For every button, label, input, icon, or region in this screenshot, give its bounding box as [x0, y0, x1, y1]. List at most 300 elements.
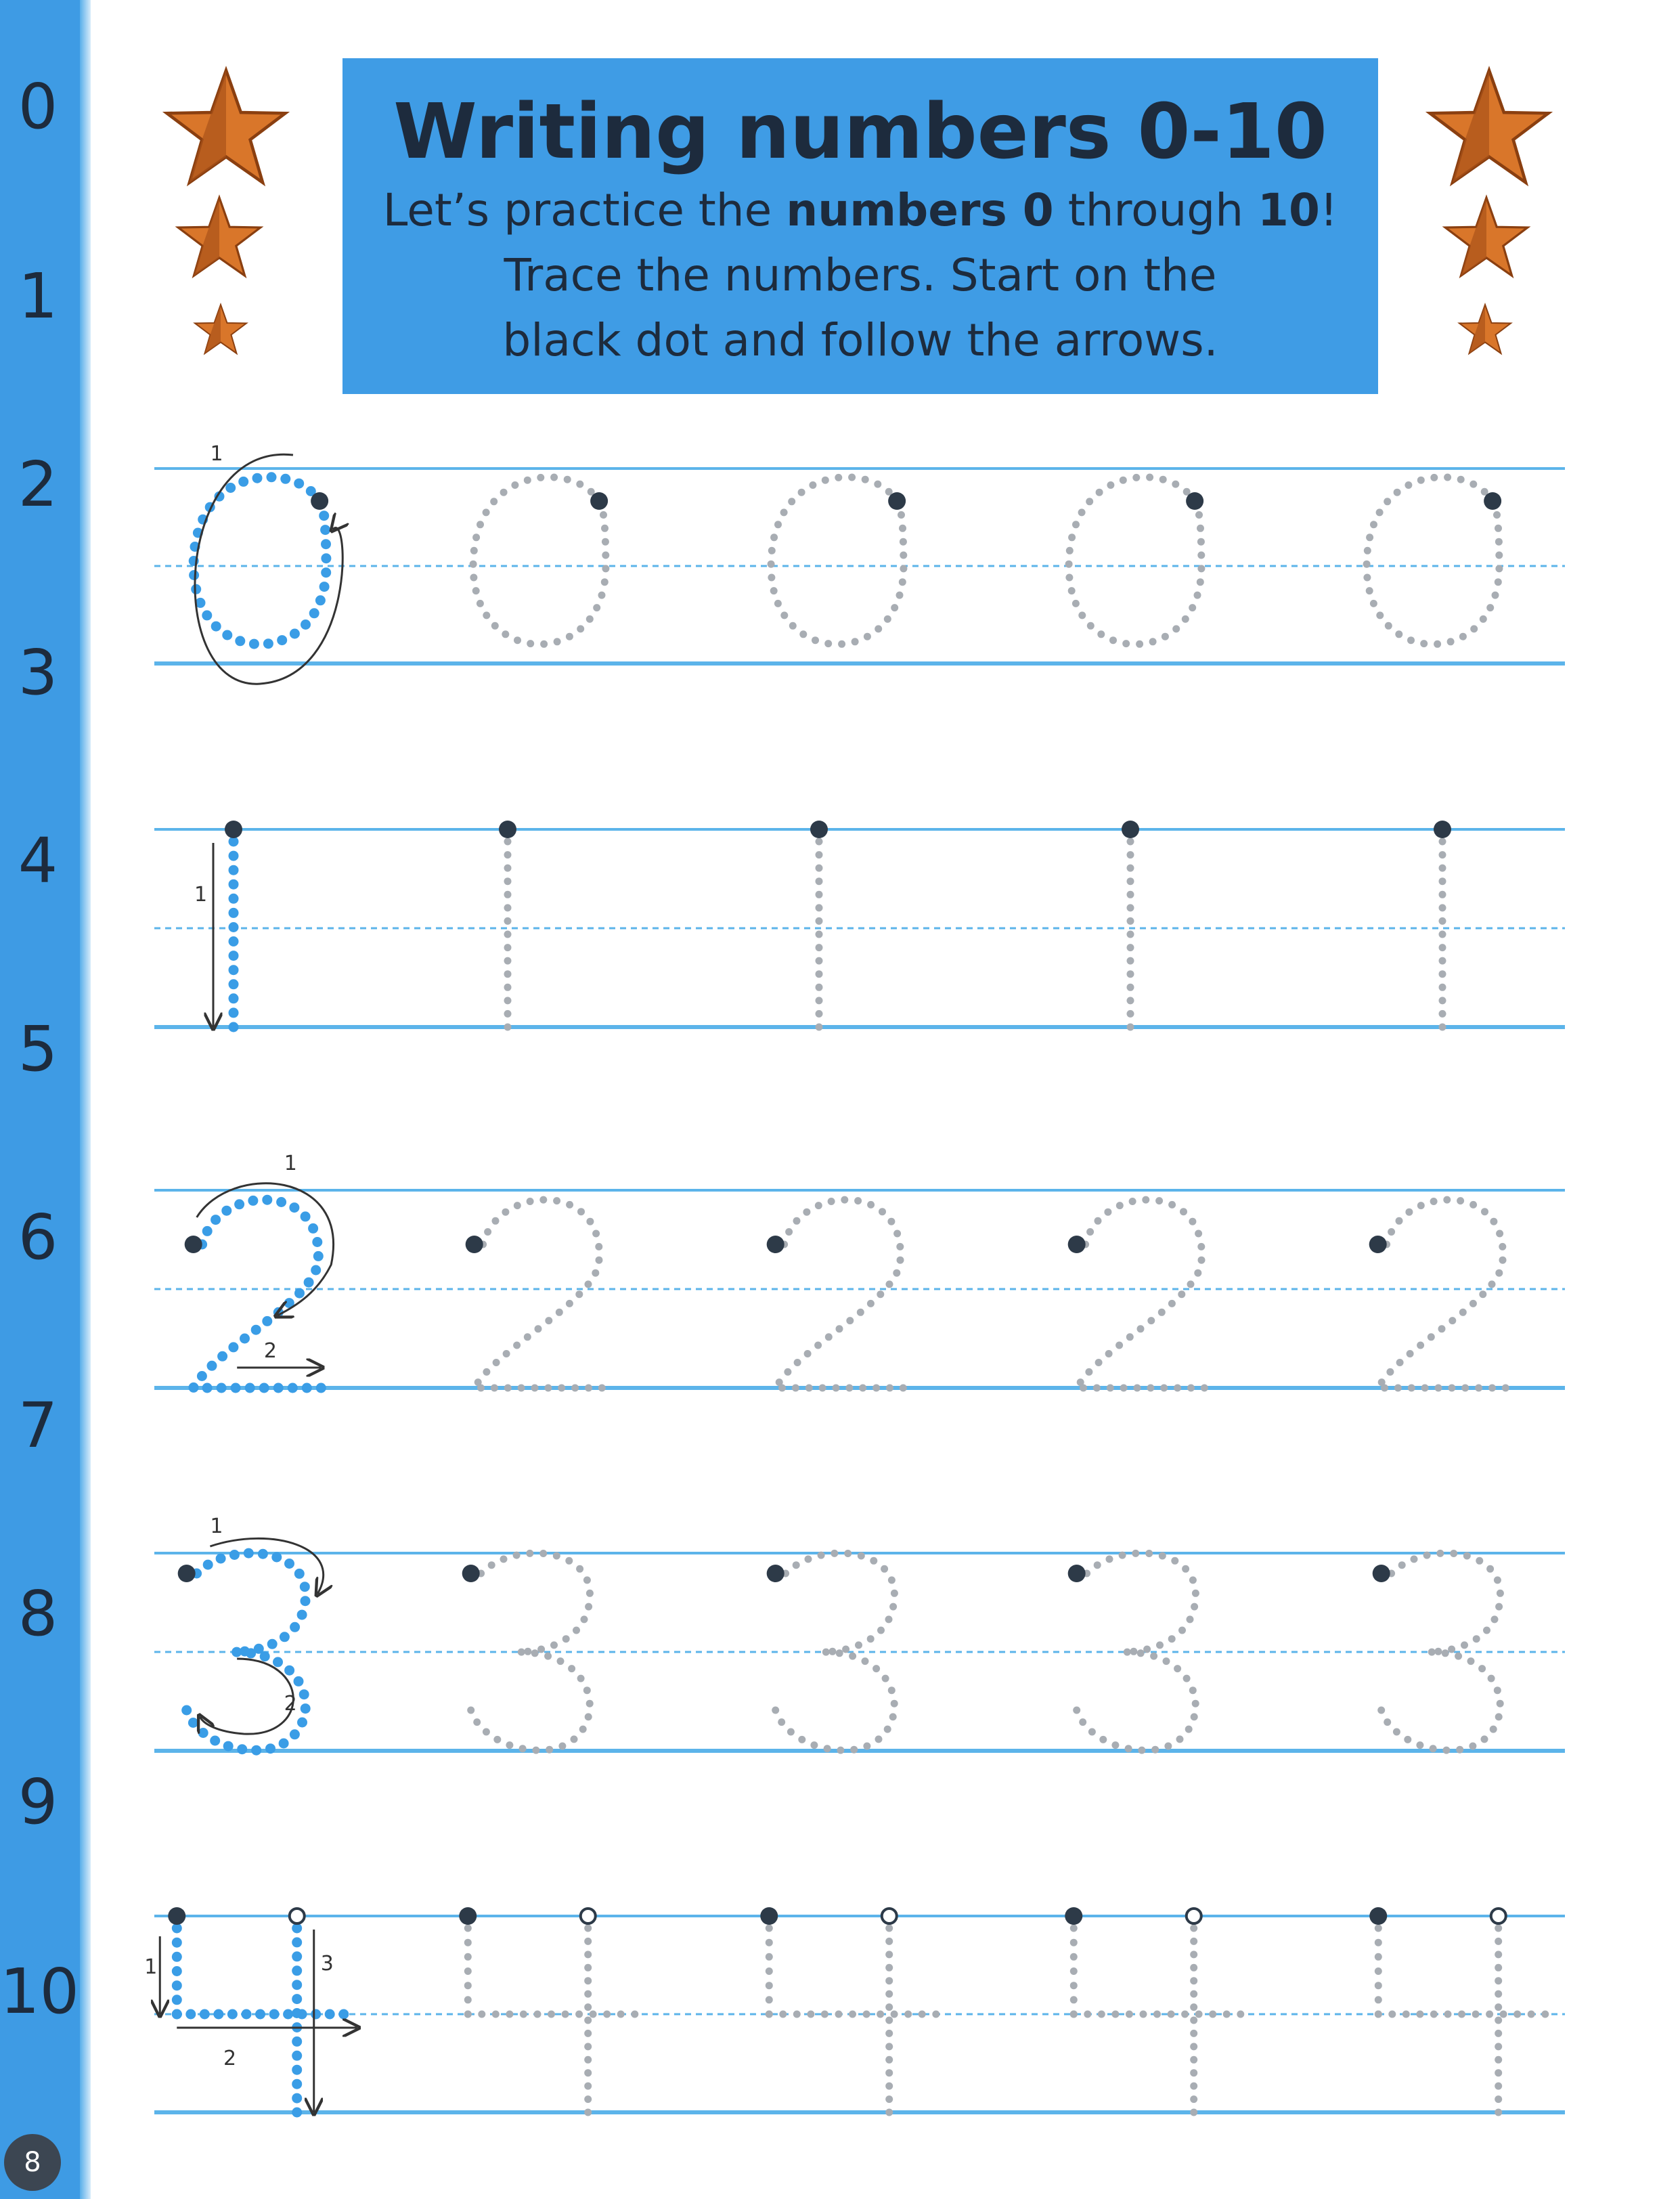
- trace-digit-dot: [493, 1736, 501, 1743]
- trace-digit-dot: [1447, 638, 1455, 645]
- trace-digit-dot: [504, 877, 512, 885]
- trace-digit-dot: [564, 476, 571, 483]
- trace-digit-dot: [822, 477, 829, 484]
- trace-digit-dot: [1164, 1743, 1172, 1750]
- model-digit-dot: [244, 1548, 254, 1559]
- instruction-line-3: black dot and follow the arrows.: [502, 314, 1218, 366]
- model-digit-dot: [229, 1022, 239, 1032]
- trace-digit-dot: [1411, 1555, 1418, 1563]
- model-digit-dot: [297, 1610, 307, 1620]
- trace-digit-dot: [1070, 1953, 1078, 1961]
- trace-digit-dot: [816, 997, 823, 1004]
- trace-digit-dot: [1495, 1925, 1502, 1932]
- trace-digit-dot: [819, 1385, 826, 1392]
- trace-digit-dot: [504, 931, 512, 938]
- trace-digit-dot: [1178, 1627, 1186, 1634]
- trace-digit-dot: [1364, 547, 1371, 554]
- trace-digit-dot: [1132, 1550, 1139, 1557]
- trace-digit-dot: [1066, 547, 1074, 554]
- trace-digit-dot: [1366, 534, 1373, 541]
- trace-digit-dot: [885, 2003, 893, 2011]
- model-digit-dot: [172, 1995, 182, 2005]
- trace-digit-dot: [885, 1990, 893, 1998]
- trace-digit-dot: [1457, 476, 1465, 483]
- trace-digit-dot: [519, 1745, 527, 1752]
- trace-digit-dot: [815, 1202, 822, 1209]
- trace-digit-dot: [1495, 552, 1503, 559]
- model-digit-dot: [292, 2093, 302, 2104]
- trace-digit-dot: [1469, 1743, 1476, 1750]
- trace-digit-dot: [854, 1197, 862, 1204]
- trace-digit-dot: [590, 2011, 597, 2018]
- trace-digit-dot: [803, 1209, 810, 1216]
- trace-digit-dot: [566, 1300, 573, 1307]
- trace-digit-dot: [1473, 1635, 1480, 1642]
- trace-digit-dot: [799, 630, 807, 638]
- trace-digit-dot: [1388, 2011, 1396, 2018]
- trace-digit-dot: [584, 1990, 592, 1998]
- trace-digit-dot: [1189, 1576, 1197, 1584]
- trace-digit-dot: [1126, 2011, 1133, 2018]
- trace-digit-dot: [891, 604, 898, 611]
- trace-digit-dot: [500, 1555, 508, 1563]
- trace-digit-dot: [1190, 1925, 1197, 1932]
- trace-digit-dot: [544, 1653, 552, 1660]
- trace-digit-dot: [464, 1982, 472, 1989]
- trace-digit-dot: [1099, 1736, 1107, 1743]
- trace-digit-dot: [1070, 1925, 1078, 1932]
- trace-digit-dot: [467, 1707, 474, 1714]
- trace-digit-dot: [1495, 2003, 1502, 2011]
- trace-digit-dot: [598, 592, 606, 599]
- trace-digit-dot: [581, 1615, 588, 1623]
- trace-digit-dot: [1439, 1010, 1446, 1018]
- model-digit-dot: [222, 630, 232, 640]
- trace-digit-dot: [524, 1333, 531, 1341]
- model-digit-dot: [319, 582, 330, 592]
- trace-digit-dot: [864, 633, 871, 640]
- trace-digit-dot: [493, 1359, 500, 1366]
- trace-digit-dot: [780, 508, 788, 516]
- trace-digit-dot: [816, 838, 823, 846]
- trace-digit-dot: [885, 2109, 893, 2116]
- trace-digit-dot: [532, 1747, 539, 1754]
- model-digit-dot: [294, 1288, 305, 1299]
- trace-digit-dot: [919, 2011, 926, 2018]
- trace-digit-dot: [1481, 1208, 1488, 1215]
- trace-digit-dot: [885, 2030, 893, 2037]
- trace-digit-dot: [768, 561, 775, 568]
- trace-digit-dot: [904, 2011, 912, 2018]
- trace-digit-dot: [1376, 611, 1384, 619]
- start-dot: [1186, 492, 1203, 510]
- trace-digit-dot: [1140, 2011, 1147, 2018]
- trace-digit-dot: [539, 1550, 547, 1557]
- start-dot: [459, 1907, 477, 1925]
- trace-digit-dot: [1107, 481, 1114, 489]
- trace-digit-dot: [584, 2043, 592, 2050]
- trace-digit-dot: [1434, 1648, 1442, 1655]
- trace-digit-dot: [900, 1385, 907, 1392]
- trace-digit-dot: [888, 1686, 896, 1694]
- model-digit-dot: [229, 965, 239, 975]
- model-digit-dot: [245, 1383, 255, 1393]
- trace-digit-dot: [824, 640, 832, 647]
- trace-digit-dot: [818, 1552, 825, 1559]
- trace-digit-dot: [1127, 957, 1134, 965]
- trace-digit-dot: [852, 638, 859, 645]
- trace-digit-dot: [483, 508, 490, 516]
- direction-arrow: [200, 1659, 294, 1734]
- model-digit-dot: [251, 1745, 261, 1756]
- trace-digit-dot: [1496, 1230, 1503, 1238]
- trace-digit-dot: [1185, 1726, 1193, 1733]
- trace-digit-dot: [886, 1280, 893, 1288]
- trace-digit-dot: [831, 1550, 838, 1557]
- trace-digit-dot: [900, 552, 907, 559]
- trace-digit-dot: [506, 2011, 513, 2018]
- trace-digit-dot: [586, 1700, 594, 1707]
- trace-digit-dot: [1116, 1202, 1124, 1209]
- trace-digit-dot: [617, 2011, 625, 2018]
- start-dot: [590, 492, 608, 510]
- model-digit-dot: [292, 1980, 302, 1990]
- model-digit-dot: [312, 1237, 322, 1247]
- trace-digit-dot: [1078, 508, 1086, 516]
- trace-digit-dot: [1183, 1675, 1191, 1682]
- model-digit-dot: [172, 1966, 182, 1976]
- trace-digit-dot: [1434, 640, 1441, 648]
- trace-digit-dot: [1093, 1385, 1101, 1392]
- trace-digit-dot: [1491, 1615, 1499, 1623]
- trace-digit-dot: [1375, 1925, 1382, 1932]
- trace-digit-dot: [584, 1964, 592, 1972]
- trace-digit-dot: [1223, 2011, 1231, 2018]
- trace-digit-dot: [1417, 477, 1425, 484]
- trace-digit-dot: [793, 1217, 801, 1225]
- trace-digit-dot: [844, 1550, 852, 1557]
- trace-digit-dot: [855, 1641, 862, 1649]
- trace-digit-dot: [1190, 1977, 1197, 1984]
- trace-digit-dot: [1495, 578, 1502, 586]
- model-digit-dot: [229, 865, 239, 875]
- trace-digit-dot: [584, 2109, 592, 2116]
- trace-digit-dot: [557, 1657, 565, 1665]
- model-digit-dot: [290, 1622, 300, 1632]
- trace-digit-dot: [568, 1665, 575, 1672]
- model-digit-dot: [188, 1718, 198, 1728]
- trace-digit-dot: [778, 1385, 786, 1392]
- trace-digit-dot: [550, 1641, 558, 1649]
- model-digit-dot: [231, 1647, 242, 1657]
- trace-digit-dot: [1495, 565, 1503, 572]
- trace-digit-dot: [1439, 944, 1446, 951]
- trace-digit-dot: [562, 2011, 569, 2018]
- model-digit-dot: [283, 2009, 293, 2020]
- trace-digit-dot: [1109, 636, 1117, 644]
- trace-digit-dot: [885, 2095, 893, 2103]
- trace-digit-dot: [1094, 1561, 1101, 1569]
- model-digit-dot: [297, 1718, 307, 1728]
- trace-digit-dot: [1541, 2011, 1549, 2018]
- model-digit-dot: [251, 1325, 261, 1335]
- trace-digit-dot: [504, 944, 512, 951]
- model-digit-dot: [280, 474, 290, 484]
- trace-digit-dot: [1065, 561, 1073, 568]
- trace-digit-dot: [526, 1550, 533, 1557]
- trace-digit-dot: [585, 1385, 592, 1392]
- trace-digit-dot: [875, 625, 882, 632]
- trace-digit-dot: [583, 1686, 591, 1694]
- start-dot: [466, 1236, 483, 1253]
- model-digit-dot: [172, 1938, 182, 1948]
- sidebar-number: 3: [18, 636, 58, 709]
- trace-digit-dot: [1494, 1686, 1501, 1694]
- trace-digit-dot: [1398, 1561, 1406, 1569]
- trace-digit-dot: [524, 1648, 531, 1655]
- model-digit-dot: [259, 1383, 269, 1393]
- model-digit-dot: [262, 1195, 272, 1205]
- trace-digit-dot: [794, 1359, 801, 1366]
- trace-digit-dot: [492, 2011, 500, 2018]
- trace-digit-dot: [558, 1743, 566, 1750]
- trace-digit-dot: [1439, 891, 1446, 898]
- trace-digit-dot: [770, 587, 778, 594]
- trace-digit-dot: [1469, 1201, 1477, 1209]
- model-digit-dot: [267, 472, 277, 482]
- trace-digit-dot: [885, 2043, 893, 2050]
- trace-digit-dot: [592, 1230, 600, 1238]
- trace-digit-dot: [845, 1385, 853, 1392]
- trace-digit-dot: [1439, 1024, 1446, 1031]
- model-digit-dot: [242, 2009, 252, 2020]
- trace-digit-dot: [470, 574, 477, 582]
- model-digit-dot: [189, 1382, 199, 1393]
- trace-digit-dot: [1486, 2011, 1493, 2018]
- trace-digit-dot: [1111, 2011, 1119, 2018]
- trace-digit-dot: [1363, 574, 1371, 582]
- trace-digit-dot: [766, 1982, 773, 1989]
- trace-digit-dot: [502, 630, 509, 638]
- start-dot: [1068, 1236, 1086, 1253]
- trace-digit-dot: [491, 1385, 498, 1392]
- trace-digit-dot: [1459, 633, 1467, 640]
- trace-digit-dot: [1495, 1938, 1502, 1945]
- start-dot: [810, 821, 828, 838]
- model-digit-dot: [267, 1639, 278, 1649]
- trace-digit-dot: [490, 498, 498, 505]
- sidebar-number: 6: [18, 1201, 58, 1273]
- model-digit-dot: [321, 567, 331, 578]
- trace-digit-dot: [1495, 2095, 1502, 2103]
- trace-digit-dot: [483, 1728, 490, 1736]
- trace-digit-dot: [1134, 1385, 1141, 1392]
- trace-digit-dot: [1070, 2011, 1078, 2018]
- model-digit-dot: [229, 894, 239, 904]
- sidebar-number: 4: [18, 825, 58, 897]
- model-digit-dot: [213, 2009, 223, 2020]
- trace-digit-dot: [506, 1741, 513, 1749]
- model-digit-dot: [249, 639, 259, 649]
- trace-digit-dot: [886, 1385, 893, 1392]
- trace-digit-dot: [816, 877, 823, 885]
- trace-digit-dot: [885, 1925, 893, 1932]
- trace-digit-dot: [1162, 633, 1169, 640]
- trace-digit-dot: [577, 1675, 585, 1682]
- model-digit-dot: [227, 2009, 238, 2020]
- trace-digit-dot: [816, 917, 823, 925]
- trace-digit-dot: [784, 1368, 791, 1376]
- model-digit-dot: [284, 1559, 294, 1569]
- trace-digit-dot: [1384, 1718, 1391, 1726]
- start-dot: [1484, 492, 1501, 510]
- trace-digit-dot: [1159, 1552, 1166, 1560]
- model-digit-dot: [231, 1383, 241, 1393]
- trace-digit-dot: [837, 1747, 844, 1754]
- trace-digit-dot: [1127, 970, 1134, 978]
- trace-digit-dot: [816, 984, 823, 991]
- trace-digit-dot: [1153, 2011, 1161, 2018]
- trace-digit-dot: [1488, 1280, 1496, 1288]
- trace-digit-dot: [1191, 1713, 1198, 1720]
- trace-digit-dot: [1190, 2069, 1197, 2076]
- trace-digit-dot: [1190, 1951, 1197, 1958]
- trace-digit-dot: [1449, 1317, 1456, 1324]
- trace-digit-dot: [596, 1257, 603, 1264]
- trace-digit-dot: [1443, 1196, 1451, 1204]
- trace-digit-dot: [879, 1208, 886, 1215]
- trace-digit-dot: [556, 1309, 563, 1316]
- trace-digit-dot: [1095, 1359, 1103, 1366]
- model-digit-dot: [229, 993, 239, 1003]
- trace-digit-dot: [585, 1713, 592, 1720]
- trace-digit-dot: [470, 547, 478, 554]
- trace-digit-dot: [1122, 640, 1130, 647]
- trace-digit-dot: [1086, 498, 1093, 505]
- trace-digit-dot: [893, 1269, 900, 1277]
- trace-digit-dot: [1127, 944, 1134, 951]
- trace-digit-dot: [1182, 1565, 1189, 1573]
- page-title: Writing numbers 0-10: [393, 88, 1327, 176]
- model-digit-dot: [277, 635, 287, 645]
- trace-digit-dot: [1197, 565, 1205, 572]
- model-digit-dot: [280, 1632, 290, 1642]
- trace-digit-dot: [1405, 481, 1412, 489]
- trace-digit-dot: [584, 2095, 592, 2103]
- trace-digit-dot: [1420, 640, 1428, 647]
- trace-digit-dot: [577, 625, 584, 632]
- trace-digit-dot: [473, 1718, 481, 1726]
- trace-digit-dot: [576, 1565, 583, 1573]
- trace-digit-dot: [867, 1201, 875, 1209]
- model-digit-dot: [238, 477, 248, 487]
- trace-digit-dot: [885, 1938, 893, 1945]
- model-digit-dot: [292, 2065, 302, 2075]
- start-dot-open: [581, 1909, 596, 1923]
- model-digit-dot: [248, 1196, 258, 1206]
- trace-digit-dot: [1098, 2011, 1105, 2018]
- trace-digit-dot: [842, 1646, 849, 1653]
- model-digit-dot: [229, 936, 239, 946]
- trace-digit-dot: [1129, 1198, 1136, 1205]
- trace-digit-dot: [548, 2011, 555, 2018]
- trace-digit-dot: [1435, 1385, 1442, 1392]
- trace-digit-dot: [900, 565, 907, 572]
- trace-digit-dot: [1363, 561, 1371, 568]
- trace-digit-dot: [835, 474, 842, 481]
- model-digit-dot: [292, 1994, 302, 2004]
- model-digit-dot: [202, 1383, 213, 1393]
- sidebar-number: 8: [18, 1577, 58, 1650]
- trace-digit-dot: [788, 498, 795, 505]
- trace-digit-dot: [1209, 2011, 1216, 2018]
- trace-digit-dot: [1450, 1550, 1457, 1557]
- trace-digit-dot: [1127, 1010, 1134, 1018]
- trace-digit-dot: [1086, 1228, 1094, 1236]
- trace-digit-dot: [550, 474, 558, 481]
- trace-digit-dot: [592, 1269, 599, 1277]
- trace-digit-dot: [885, 2017, 893, 2024]
- trace-digit-dot: [584, 2056, 592, 2064]
- trace-digit-dot: [1497, 1590, 1504, 1597]
- trace-digit-dot: [1370, 600, 1377, 607]
- trace-digit-dot: [504, 838, 512, 846]
- trace-digit-dot: [1430, 474, 1438, 481]
- model-digit-dot: [202, 610, 212, 620]
- trace-digit-dot: [1127, 997, 1134, 1004]
- trace-digit-dot: [488, 1561, 495, 1569]
- trace-digit-dot: [584, 2083, 592, 2090]
- trace-digit-dot: [1463, 1552, 1471, 1560]
- trace-digit-dot: [1172, 625, 1180, 632]
- trace-digit-dot: [1439, 877, 1446, 885]
- model-digit-dot: [292, 2051, 302, 2061]
- trace-digit-dot: [514, 1202, 521, 1209]
- trace-digit-dot: [1070, 1939, 1078, 1946]
- trace-digit-dot: [1068, 587, 1076, 594]
- trace-digit-dot: [766, 1996, 773, 2003]
- trace-digit-dot: [598, 1385, 606, 1392]
- trace-digit-dot: [835, 2011, 843, 2018]
- trace-digit-dot: [1386, 1368, 1394, 1376]
- trace-digit-dot: [1168, 1300, 1176, 1307]
- trace-digit-dot: [470, 561, 477, 568]
- trace-digit-dot: [1195, 1230, 1202, 1238]
- trace-digit-dot: [571, 1735, 578, 1743]
- model-digit-dot: [237, 1744, 247, 1754]
- trace-digit-dot: [766, 1967, 773, 1975]
- model-digit-dot: [311, 2009, 321, 2020]
- model-digit-dot: [288, 1383, 298, 1393]
- trace-digit-dot: [524, 477, 531, 484]
- trace-digit-dot: [601, 578, 609, 586]
- trace-digit-dot: [504, 917, 512, 925]
- trace-digit-dot: [787, 1728, 795, 1736]
- trace-digit-dot: [1087, 622, 1095, 630]
- trace-digit-dot: [770, 534, 778, 541]
- trace-digit-dot: [1481, 1735, 1488, 1743]
- trace-digit-dot: [503, 1350, 510, 1357]
- trace-digit-dot: [1407, 1350, 1414, 1357]
- start-dot: [767, 1565, 784, 1582]
- trace-digit-dot: [1499, 1257, 1507, 1264]
- trace-digit-dot: [1394, 1385, 1402, 1392]
- trace-digit-dot: [874, 481, 881, 488]
- trace-digit-dot: [1428, 1649, 1436, 1656]
- model-digit-dot: [200, 2009, 210, 2020]
- model-digit-dot: [172, 1952, 182, 1962]
- model-digit-dot: [252, 473, 263, 483]
